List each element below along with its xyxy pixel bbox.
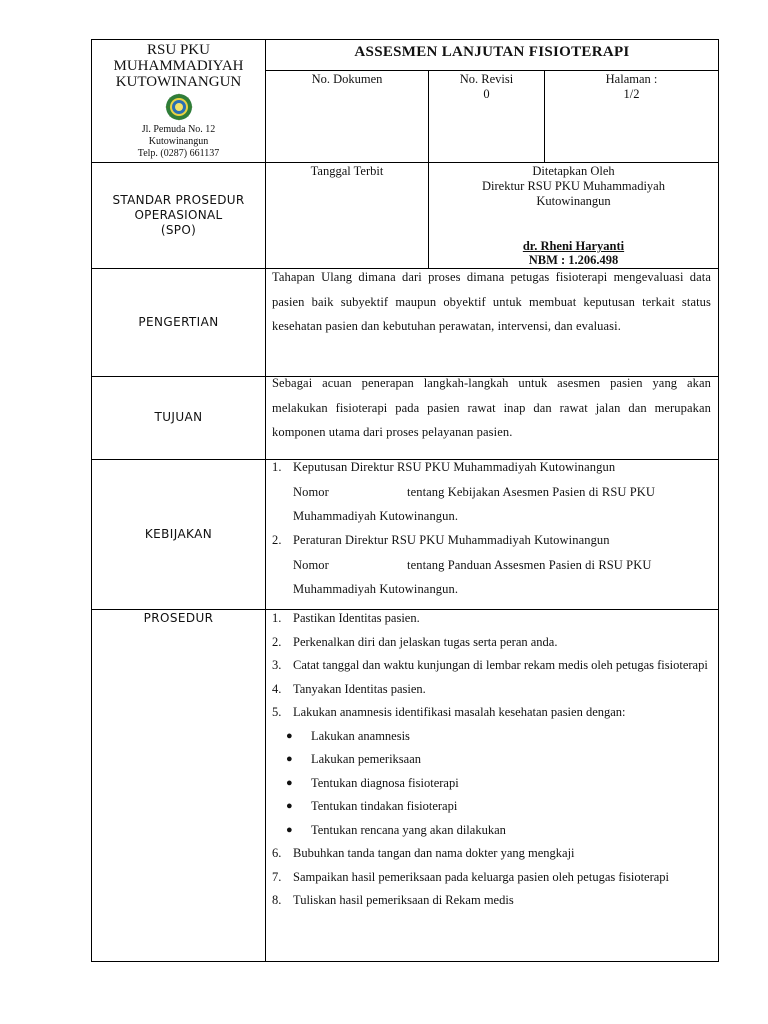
kebijakan-item-1-number: 1. xyxy=(272,460,282,474)
prosedur-step-7-text: Sampaikan hasil pemeriksaan pada keluarga pasien oleh petugas fisioterapi xyxy=(293,869,670,884)
address-line3: Telp. (0287) 661137 xyxy=(137,148,220,159)
signer-block xyxy=(429,239,718,267)
prosedur-steps-after xyxy=(272,842,711,913)
prosedur-step-7-number: 7. xyxy=(272,869,282,884)
prosedur-sub-step-1-text: Lakukan anamnesis xyxy=(311,728,410,743)
prosedur-sub-step-5 xyxy=(272,819,711,843)
no-dokumen-label: No. Dokumen xyxy=(311,72,383,86)
kebijakan-item-2-number: 2. xyxy=(272,533,282,547)
prosedur-step-8 xyxy=(272,889,711,913)
spo-line3: (SPO) xyxy=(160,223,197,237)
ditetapkan-line2: Direktur RSU PKU Muhammadiyah xyxy=(482,179,665,193)
prosedur-step-1-text: Pastikan Identitas pasien. xyxy=(293,611,420,625)
bullet-icon: ● xyxy=(286,753,293,765)
halaman-cell xyxy=(545,72,718,102)
kebijakan-item-2 xyxy=(272,528,711,602)
no-revisi-label: No. Revisi xyxy=(459,72,514,86)
prosedur-step-6-number: 6. xyxy=(272,846,282,860)
kebijakan-item-1-line1: Keputusan Direktur RSU PKU Muhammadiyah Kutowinangun xyxy=(293,460,616,474)
kebijakan-item-1-nomor: Nomor xyxy=(293,484,329,499)
prosedur-sub-step-2 xyxy=(272,748,711,772)
document-title: ASSESMEN LANJUTAN FISIOTERAPI xyxy=(354,44,630,60)
prosedur-sub-step-1 xyxy=(272,725,711,749)
ditetapkan-line1: Ditetapkan Oleh xyxy=(532,164,615,178)
prosedur-step-1-number: 1. xyxy=(272,611,282,625)
kebijakan-label: KEBIJAKAN xyxy=(144,527,213,541)
header-row-divider xyxy=(91,162,719,163)
table-border-top xyxy=(91,39,719,40)
prosedur-step-2 xyxy=(272,631,711,655)
spo-label xyxy=(92,193,265,238)
prosedur-label: PROSEDUR xyxy=(143,611,214,625)
prosedur-step-4 xyxy=(272,678,711,702)
hospital-name-line2: MUHAMMADIYAH xyxy=(113,58,244,74)
prosedur-step-3 xyxy=(272,654,711,678)
prosedur-step-2-text: Perkenalkan diri dan jelaskan tugas serta peran anda. xyxy=(293,634,558,649)
prosedur-step-6 xyxy=(272,842,711,866)
bullet-icon: ● xyxy=(286,729,293,742)
prosedur-content xyxy=(272,607,711,913)
spo-line2: OPERASIONAL xyxy=(134,208,223,222)
prosedur-sub-step-4-text: Tentukan tindakan fisioterapi xyxy=(311,799,458,813)
kebijakan-item-2-nomor: Nomor xyxy=(293,557,329,572)
tujuan-text: Sebagai acuan penerapan langkah-langkah untuk asesmen pasien yang akan melakukan fisioterapi pada pasien rawat inap dan rawat jalan dan merupakan komponen utama dari proses pelayanan pasien. xyxy=(272,376,711,439)
pengertian-label: PENGERTIAN xyxy=(138,315,219,329)
kebijakan-item-1 xyxy=(272,455,711,529)
halaman-value: 1/2 xyxy=(623,87,640,101)
kebijakan-item-2-rest: tentang Panduan Assesmen Pasien di RSU PKU xyxy=(407,557,652,572)
prosedur-sub-step-5-text: Tentukan rencana yang akan dilakukan xyxy=(311,822,506,837)
prosedur-sub-step-3 xyxy=(272,772,711,796)
kebijakan-item-1-line3: Muhammadiyah Kutowinangun. xyxy=(293,509,459,523)
signer-nbm: NBM : 1.206.498 xyxy=(528,253,619,267)
prosedur-sub-step-2-text: Lakukan pemeriksaan xyxy=(311,752,422,766)
prosedur-sub-step-3-text: Tentukan diagnosa fisioterapi xyxy=(311,775,459,790)
prosedur-steps xyxy=(272,607,711,725)
title-row-divider xyxy=(265,70,719,71)
table-border-bottom xyxy=(91,961,719,962)
hospital-name-line3: KUTOWINANGUN xyxy=(115,74,242,90)
prosedur-sub-step-4 xyxy=(272,795,711,819)
bullet-icon: ● xyxy=(286,776,293,789)
prosedur-step-6-text: Bubuhkan tanda tangan dan nama dokter yang mengkaji xyxy=(293,846,575,860)
prosedur-step-8-text: Tuliskan hasil pemeriksaan di Rekam medis xyxy=(293,893,514,907)
spo-line1: STANDAR PROSEDUR xyxy=(112,193,245,207)
no-revisi-cell xyxy=(429,72,544,102)
prosedur-step-5 xyxy=(272,701,711,725)
table-border-right xyxy=(718,39,719,962)
ditetapkan-line3: Kutowinangun xyxy=(536,194,611,208)
tujuan-label: TUJUAN xyxy=(154,410,203,424)
hospital-name xyxy=(92,42,265,90)
prosedur-step-5-text: Lakukan anamnesis identifikasi masalah kesehatan pasien dengan: xyxy=(293,705,626,719)
kebijakan-item-2-line3: Muhammadiyah Kutowinangun. xyxy=(293,582,459,596)
prosedur-step-4-text: Tanyakan Identitas pasien. xyxy=(293,681,426,696)
signer-name: dr. Rheni Haryanti xyxy=(522,239,625,253)
table-border-left xyxy=(91,39,92,962)
no-revisi-value: 0 xyxy=(483,87,490,101)
prosedur-step-7 xyxy=(272,866,711,890)
prosedur-step-4-number: 4. xyxy=(272,681,282,696)
prosedur-step-3-text: Catat tanggal dan waktu kunjungan di lembar rekam medis oleh petugas fisioterapi xyxy=(293,658,708,672)
address-line2: Kutowinangun xyxy=(148,136,209,147)
prosedur-step-3-number: 3. xyxy=(272,658,282,672)
kebijakan-item-1-rest: tentang Kebijakan Asesmen Pasien di RSU PKU xyxy=(407,484,656,499)
bullet-icon: ● xyxy=(286,800,293,812)
hospital-address xyxy=(92,124,265,160)
prosedur-step-8-number: 8. xyxy=(272,893,282,907)
prosedur-step-2-number: 2. xyxy=(272,634,282,649)
hospital-logo-icon xyxy=(164,92,194,122)
tanggal-terbit-label: Tanggal Terbit xyxy=(310,164,384,178)
prosedur-step-5-number: 5. xyxy=(272,705,282,719)
prosedur-sub-steps xyxy=(272,725,711,843)
address-line1: Jl. Pemuda No. 12 xyxy=(141,124,216,135)
kebijakan-item-2-line1: Peraturan Direktur RSU PKU Muhammadiyah Kutowinangun xyxy=(293,533,610,547)
ditetapkan-oleh xyxy=(429,164,718,209)
halaman-label: Halaman : xyxy=(605,72,658,86)
hospital-name-line1: RSU PKU xyxy=(147,42,210,58)
prosedur-step-1 xyxy=(272,607,711,631)
pengertian-text: Tahapan Ulang dimana dari proses dimana petugas fisioterapi mengevaluasi data pasien baik subyektif maupun obyektif untuk membuat keputusan terkait status kesehatan pasien dan kebutuhan perawatan, intervensi, dan evaluasi. xyxy=(272,270,711,333)
bullet-icon: ● xyxy=(286,823,293,836)
kebijakan-item-2-line2 xyxy=(293,553,711,578)
kebijakan-item-1-line2 xyxy=(293,480,711,505)
